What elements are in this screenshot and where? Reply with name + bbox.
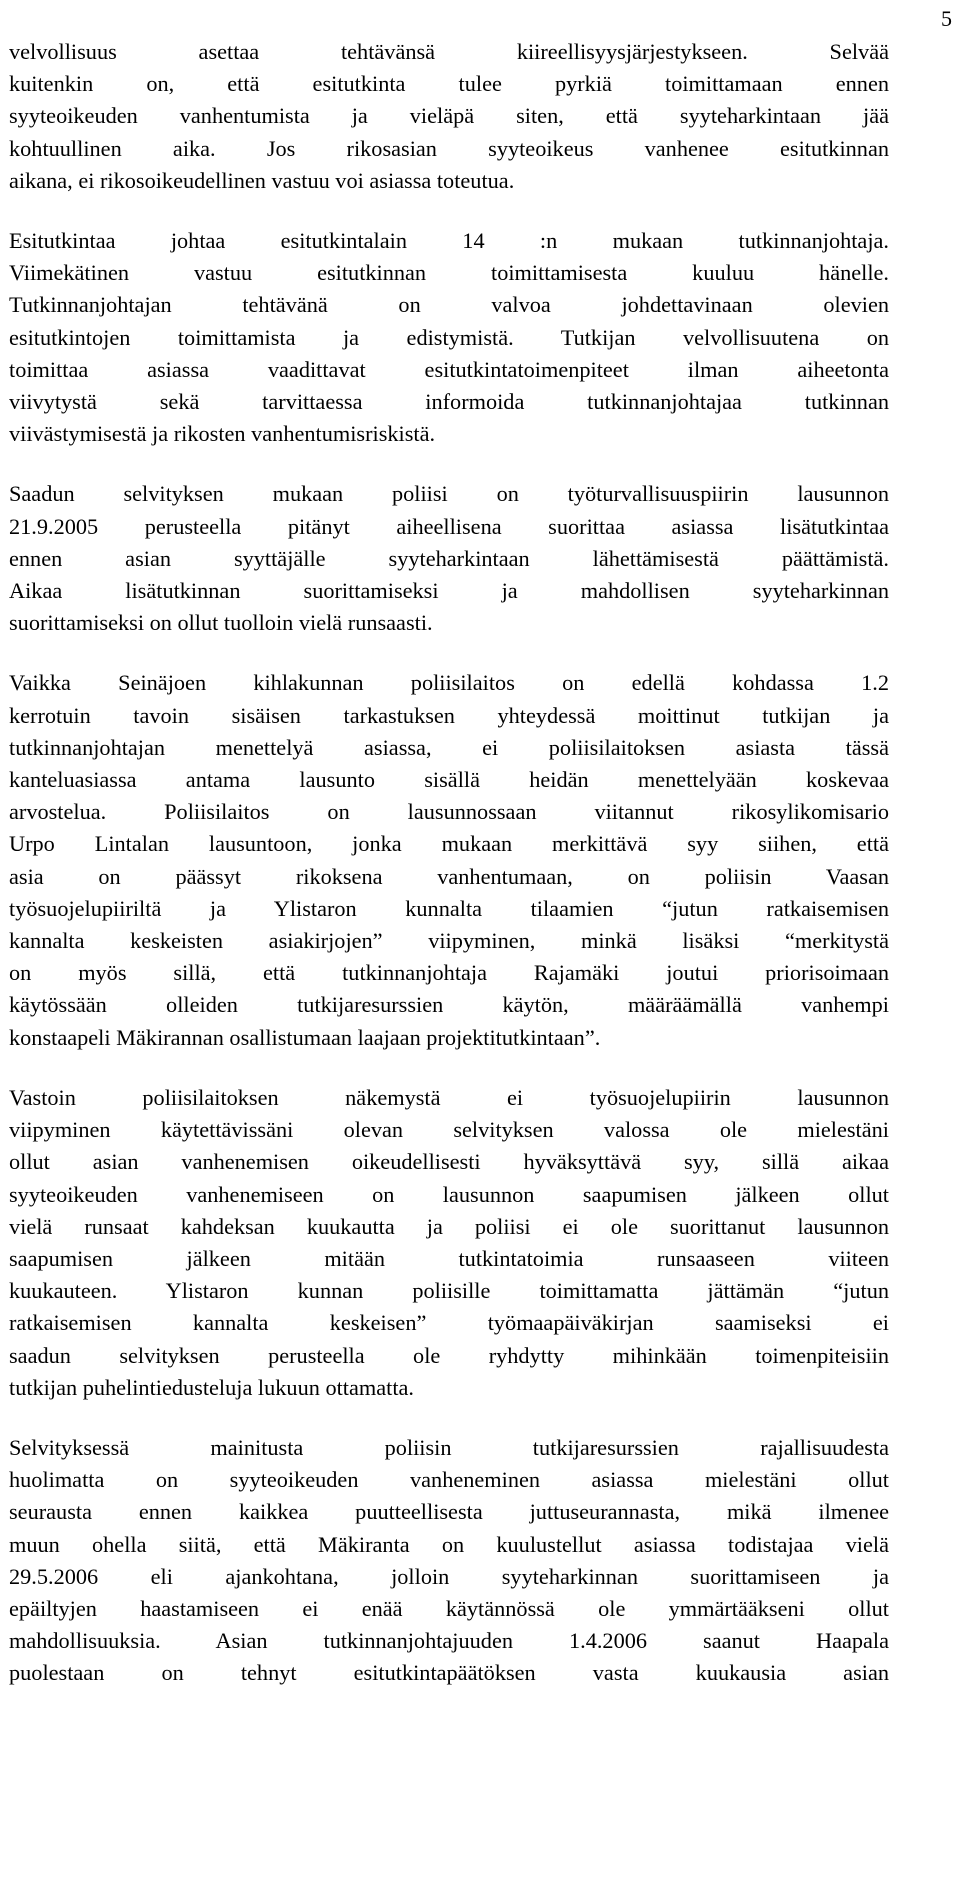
text-line: Esitutkintaa johtaa esitutkintalain 14 :n mukaan tutkinnanjohtaja. bbox=[9, 228, 889, 254]
text-line: viipyminen käytettävissäni olevan selvityksen valossa ole mielestäni bbox=[9, 1117, 889, 1143]
text-line: kannalta keskeisten asiakirjojen” viipyminen, minkä lisäksi “merkitystä bbox=[9, 928, 889, 954]
text-line: 29.5.2006 eli ajankohtana, jolloin syyteharkinnan suorittamiseen ja bbox=[9, 1563, 889, 1589]
document-body bbox=[9, 36, 889, 1690]
text-line: Tutkinnanjohtajan tehtävänä on valvoa johdettavinaan olevien bbox=[9, 292, 889, 318]
text-line: Vastoin poliisilaitoksen näkemystä ei työsuojelupiirin lausunnon bbox=[9, 1084, 889, 1110]
text-line: viivytystä sekä tarvittaessa informoida tutkinnanjohtajaa tutkinnan bbox=[9, 389, 889, 415]
paragraph bbox=[9, 667, 889, 1053]
text-line: viivästymisestä ja rikosten vanhentumisriskistä. bbox=[9, 421, 436, 447]
text-line: tutkinnanjohtajan menettelyä asiassa, ei poliisilaitoksen asiasta tässä bbox=[9, 734, 889, 760]
text-line: Vaikka Seinäjoen kihlakunnan poliisilaitos on edellä kohdassa 1.2 bbox=[9, 670, 889, 696]
paragraph bbox=[9, 1082, 889, 1404]
text-line: suorittamiseksi on ollut tuolloin vielä runsaasti. bbox=[9, 610, 433, 636]
text-line: kohtuullinen aika. Jos rikosasian syyteoikeus vanhenee esitutkinnan bbox=[9, 135, 889, 161]
text-line: kerrotuin tavoin sisäisen tarkastuksen yhteydessä moittinut tutkijan ja bbox=[9, 702, 889, 728]
text-line: saadun selvityksen perusteella ole ryhdytty mihinkään toimenpiteisiin bbox=[9, 1342, 889, 1368]
text-line: arvostelua. Poliisilaitos on lausunnossaan viitannut rikosylikomisario bbox=[9, 799, 889, 825]
text-line: ollut asian vanhenemisen oikeudellisesti hyväksyttävä syy, sillä aikaa bbox=[9, 1149, 889, 1175]
text-line: konstaapeli Mäkirannan osallistumaan laajaan projektitutkintaan”. bbox=[9, 1024, 601, 1050]
text-line: Selvityksessä mainitusta poliisin tutkijaresurssien rajallisuudesta bbox=[9, 1434, 889, 1460]
text-line: velvollisuus asettaa tehtävänsä kiireellisyysjärjestykseen. Selvää bbox=[9, 39, 889, 64]
text-line: seurausta ennen kaikkea puutteellisesta juttuseurannasta, mikä ilmenee bbox=[9, 1499, 889, 1525]
text-line: vielä runsaat kahdeksan kuukautta ja poliisi ei ole suorittanut lausunnon bbox=[9, 1213, 889, 1239]
text-line: Saadun selvityksen mukaan poliisi on työturvallisuuspiirin lausunnon bbox=[9, 481, 889, 507]
text-line: syyteoikeuden vanhentumista ja vieläpä siten, että syyteharkintaan jää bbox=[9, 103, 889, 129]
text-line: mahdollisuuksia. Asian tutkinnanjohtajuuden 1.4.2006 saanut Haapala bbox=[9, 1628, 889, 1654]
text-line: ratkaisemisen kannalta keskeisen” työmaapäiväkirjan saamiseksi ei bbox=[9, 1310, 889, 1336]
text-line: kuukauteen. Ylistaron kunnan poliisille toimittamatta jättämän “jutun bbox=[9, 1278, 889, 1304]
text-line: ennen asian syyttäjälle syyteharkintaan lähettämisestä päättämistä. bbox=[9, 545, 889, 571]
text-line: saapumisen jälkeen mitään tutkintatoimia runsaaseen viiteen bbox=[9, 1245, 889, 1271]
text-line: syyteoikeuden vanhenemiseen on lausunnon saapumisen jälkeen ollut bbox=[9, 1181, 889, 1207]
text-line: käytössään olleiden tutkijaresurssien käytön, määräämällä vanhempi bbox=[9, 992, 889, 1018]
text-line: huolimatta on syyteoikeuden vanheneminen asiassa mielestäni ollut bbox=[9, 1467, 889, 1493]
text-line: esitutkintojen toimittamista ja edistymistä. Tutkijan velvollisuutena on bbox=[9, 324, 889, 350]
text-line: 21.9.2005 perusteella pitänyt aiheellisena suorittaa asiassa lisätutkintaa bbox=[9, 513, 889, 539]
text-line: tutkijan puhelintiedusteluja lukuun ottamatta. bbox=[9, 1374, 414, 1400]
text-line: toimittaa asiassa vaadittavat esitutkintatoimenpiteet ilman aiheetonta bbox=[9, 356, 889, 382]
text-line: muun ohella siitä, että Mäkiranta on kuulustellut asiassa todistajaa vielä bbox=[9, 1531, 889, 1557]
text-line: aikana, ei rikosoikeudellinen vastuu voi asiassa toteutua. bbox=[9, 167, 515, 193]
text-line: puolestaan on tehnyt esitutkintapäätöksen vasta kuukausia asian bbox=[9, 1660, 889, 1686]
text-line: epäiltyjen haastamiseen ei enää käytännössä ole ymmärtääkseni ollut bbox=[9, 1595, 889, 1621]
paragraph bbox=[9, 478, 889, 639]
text-line: Aikaa lisätutkinnan suorittamiseksi ja mahdollisen syyteharkinnan bbox=[9, 578, 889, 604]
paragraph bbox=[9, 225, 889, 450]
paragraph bbox=[9, 1432, 889, 1690]
text-line: työsuojelupiiriltä ja Ylistaron kunnalta tilaamien “jutun ratkaisemisen bbox=[9, 895, 889, 921]
text-line: Viimekätinen vastuu esitutkinnan toimittamisesta kuuluu hänelle. bbox=[9, 260, 889, 286]
page-number: 5 bbox=[941, 6, 952, 31]
text-line: kuitenkin on, että esitutkinta tulee pyrkiä toimittamaan ennen bbox=[9, 71, 889, 97]
text-line: on myös sillä, että tutkinnanjohtaja Rajamäki joutui priorisoimaan bbox=[9, 960, 889, 986]
text-line: asia on päässyt rikoksena vanhentumaan, on poliisin Vaasan bbox=[9, 863, 889, 889]
text-line: Urpo Lintalan lausuntoon, jonka mukaan merkittävä syy siihen, että bbox=[9, 831, 889, 857]
paragraph bbox=[9, 36, 889, 197]
text-line: kanteluasiassa antama lausunto sisällä heidän menettelyään koskevaa bbox=[9, 767, 889, 793]
